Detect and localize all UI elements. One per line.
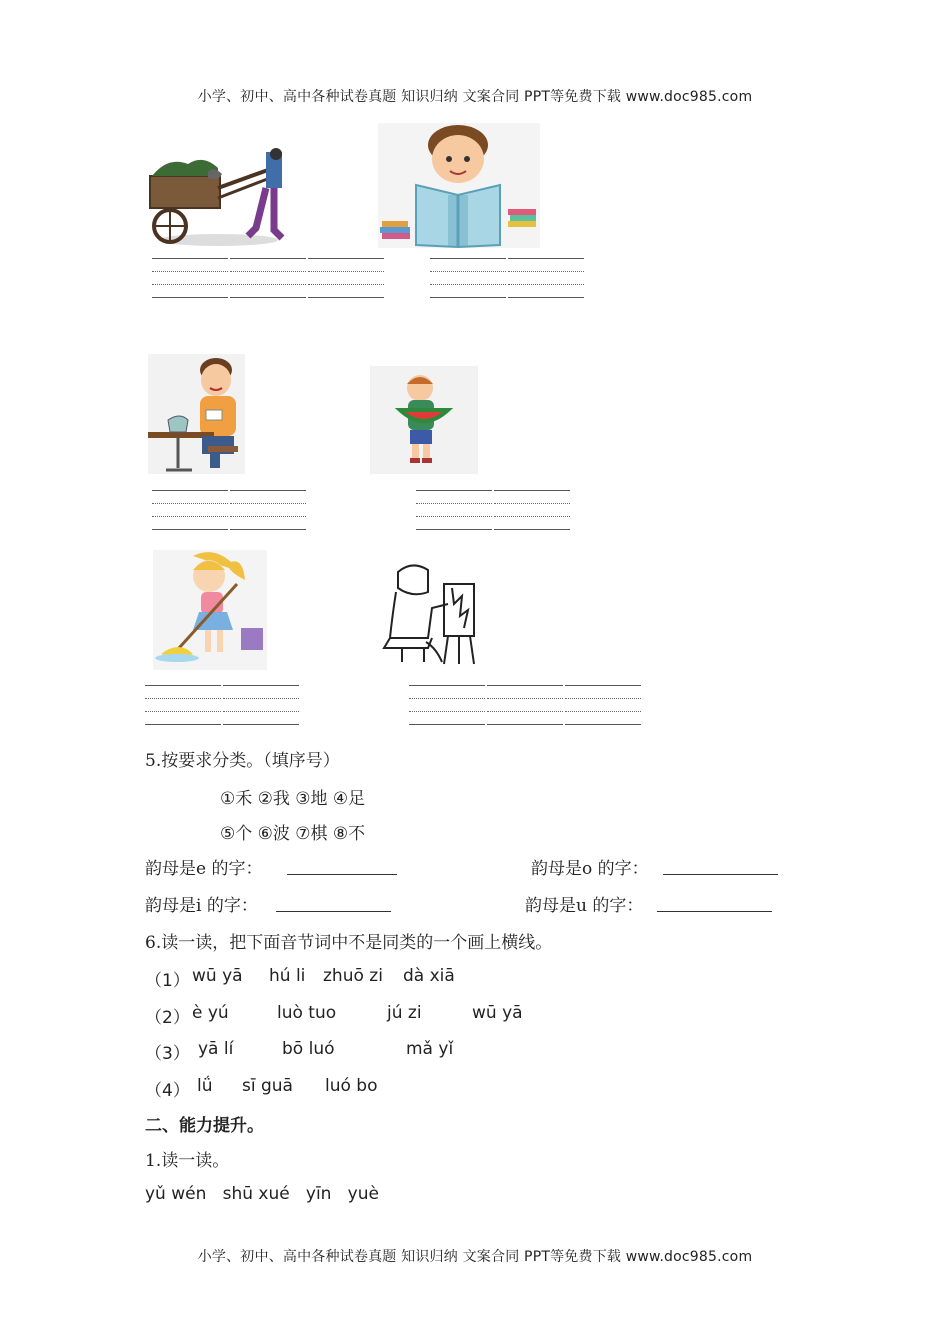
writing-grid-2[interactable]	[430, 258, 586, 298]
pinyin-word[interactable]: dà xiā	[403, 966, 455, 986]
part-2-heading: 二、能力提升。	[145, 1116, 264, 1136]
writing-grid-3[interactable]	[152, 490, 308, 530]
question-final-e: 韵母是e 的字：	[145, 859, 263, 879]
answer-blank-e[interactable]	[287, 856, 397, 875]
writing-grid-5[interactable]	[145, 685, 301, 725]
writing-grid-1[interactable]	[152, 258, 386, 298]
pinyin-word[interactable]: è yú	[192, 1003, 229, 1023]
watermelon-boy-image	[370, 366, 478, 474]
pinyin-word[interactable]: wū yā	[192, 966, 243, 986]
writing-grid-4[interactable]	[416, 490, 572, 530]
pinyin-word[interactable]: luò tuo	[277, 1003, 337, 1023]
pinyin-word[interactable]: jú zi	[387, 1003, 422, 1023]
section-6-title: 6.读一读，把下面音节词中不是同类的一个画上横线。	[145, 933, 553, 953]
page-header: 小学、初中、高中各种试卷真题 知识归纳 文案合同 PPT等免费下载 www.doc985.com	[197, 89, 753, 105]
pinyin-word[interactable]: sī guā	[242, 1076, 293, 1096]
reading-boy-image	[378, 123, 540, 248]
cart-puller-image	[148, 148, 288, 248]
options-row-1: ①禾 ②我 ③地 ④足	[220, 789, 366, 809]
pinyin-reading-line: yǔ wén shū xué yīn yuè	[145, 1184, 379, 1204]
tea-man-image	[148, 354, 245, 474]
mopping-girl-image	[153, 550, 267, 670]
pinyin-word[interactable]: zhuō zi	[323, 966, 383, 986]
answer-blank-i[interactable]	[276, 893, 391, 912]
pinyin-word[interactable]: luó bo	[325, 1076, 378, 1096]
pinyin-word[interactable]: bō luó	[282, 1039, 335, 1059]
pinyin-word[interactable]: mǎ yǐ	[406, 1039, 454, 1059]
answer-blank-o[interactable]	[663, 856, 778, 875]
page-footer: 小学、初中、高中各种试卷真题 知识归纳 文案合同 PPT等免费下载 www.doc985.com	[197, 1249, 753, 1265]
question-1-title: 1.读一读。	[145, 1151, 230, 1171]
pinyin-word[interactable]: lǘ	[197, 1076, 213, 1096]
pinyin-word[interactable]: hú li	[269, 966, 306, 986]
question-final-i: 韵母是i 的字：	[145, 896, 258, 916]
pinyin-word[interactable]: wū yā	[472, 1003, 523, 1023]
pinyin-word[interactable]: yā lí	[198, 1039, 234, 1059]
options-row-2: ⑤个 ⑥波 ⑦棋 ⑧不	[220, 824, 366, 844]
painting-child-image	[382, 558, 480, 668]
answer-blank-u[interactable]	[657, 893, 772, 912]
question-final-u: 韵母是u 的字：	[525, 896, 644, 916]
section-5-title: 5.按要求分类。（填序号）	[145, 751, 340, 771]
writing-grid-6[interactable]	[409, 685, 643, 725]
question-final-o: 韵母是o 的字：	[531, 859, 649, 879]
